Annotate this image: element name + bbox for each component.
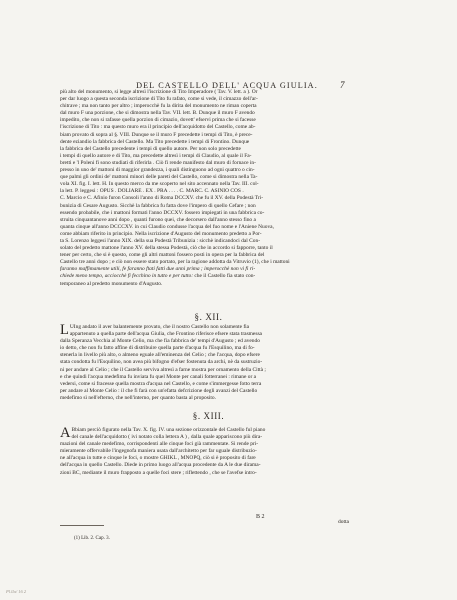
text-line: mieramente offervabile l'ingegnofa maniera usata dall'architetto per far uguale distribuzio- <box>60 448 257 455</box>
text-line: solato del predetto mattone l'anno XV. della stessa Podestà, ciò che in accordo si fapporre, tanto il <box>60 245 273 252</box>
text-line: appartenuto a quella parte dell'acqua Giulia, che Frontino riferisce efsere stata trasmessa <box>69 331 262 338</box>
text-line: Bbiam perciò figurato nella Tav. X. fig. IV. una sezione orizzontale del Castello ful piano <box>71 427 266 433</box>
text-line: come abbiam riferito in principio. Nella iscrizione d'Augusto del monumento predetto a Por- <box>60 230 262 237</box>
text-line: que palmi gli ordini de' mattoni minori delle pareti del Castello, come si dimostra nella Ta- <box>60 174 258 181</box>
paragraph-1 <box>60 89 357 288</box>
text-line: dente eziandio la fabbrica del Castello. Ma Tito precedette i tempi di Frontino. Dunque <box>60 138 250 145</box>
text-line: vola XI. fig. I. lett. H. In questo merco da me scoperto nel sito accennato nella Tav. III. col- <box>60 181 259 188</box>
text-line: zioni BC, mediante il muro frapposto a quelle foci stere ; riflettendo , che se l'avefse intro- <box>60 469 257 476</box>
signature-mark: B 2 <box>256 514 265 520</box>
section-13-title: §. XIII. <box>192 411 225 421</box>
text-line: dalla Speranza Vecchia al Monte Celio, ma che fia fabbrica de' tempi d'Augusto ; ed avendo <box>60 338 260 345</box>
page-number: 7 <box>340 80 345 90</box>
catchword: dotta <box>338 519 349 525</box>
text-line: io detto, che non fu fatto affine di distribuire quella parte d'acqua fu l'Esquilino, ma di fo- <box>60 345 255 352</box>
text-line: la lett. P. leggesi : OPUS . DOLIARE . EX . PRA . . . . C. MARC. C. ASINIO COS . <box>60 188 244 195</box>
text-line: medefimo sì nell'efterno, che nell'interno, per quanto basta al proposito. <box>60 394 216 401</box>
text-line: ne all'acqua in tutte e cinque le foci, o mostre GHIKL , MNOPQ, ciò si è proposito di fare <box>60 455 256 462</box>
text-line: per dar luogo a questa seconda iscrizione di Tito fu rafato, come si vede, il cimazzo dell'ar- <box>60 96 258 103</box>
text-line: chitrave ; ma non tanto per altro ; imperocchè fu la dirita del monumento ne riman coperta <box>60 103 257 110</box>
text-line: C. Marcio e C. Afinio furon Consoli l'anno di Roma DCCXV. che fu il XV. della Podestà Tri- <box>60 195 264 202</box>
quotation: chiede meno tempo, acciocchè fi fecchino in tutto e per tutto: <box>60 273 194 280</box>
text-line: UIng andato il aver balantemente provato, che il nostro Castello non solamente fia <box>69 324 250 330</box>
text-line: stata condotta fu l'Esquilino, non avea più bifogno d'efser fostenuta da archi, nè da sustruzio- <box>60 359 263 366</box>
text-line: per andare al Monte Celio : il che fi farà con un'efatta defcrizione degli avanzi del Castello <box>60 387 258 394</box>
text-line: dell'acqua in quello Castello. Diede in primo luogo all'acqua procedente da A le due dirama- <box>60 462 261 469</box>
text-line: struita cinquantanove anni dopo , quanti furono quei, che decorsero dall'anno stesso fino a <box>60 216 256 223</box>
drop-cap: A <box>60 425 71 441</box>
text-line: Castello tre anni dopo ; e ciò non essere stato portato, per la ragione addotta da Vitruvio (1), che i mattoni <box>60 259 290 266</box>
drop-cap: L <box>60 322 69 338</box>
text-line: bunizia di Cesare Augusto. Sicchè la fabbrica fu fatta dove l'impero di quello Cefare ; non <box>60 202 256 209</box>
section-12-title: §. XII. <box>194 312 223 322</box>
text-line: l'iscrizione di Tito : ma questo muro era il principio dell'acquidotto del Castello, come ab- <box>60 124 256 131</box>
text-line: biam provato di sopra al §. VIII. Dunque se il muro F precedette i tempi di Tito, è prece- <box>60 131 253 138</box>
paragraph-3 <box>60 427 357 477</box>
text-line: ni per andare al Celio ; che il Castello serviva altresì a farne mostra per ornamento della Città ; <box>60 366 266 373</box>
text-line: mazioni del canale medefimo, corrispondenti alle cinque foci già rammentate. Si rende pri- <box>60 441 259 448</box>
running-head: DEL CASTELLO DELL' ACQUA GIULIA. <box>136 81 318 90</box>
pencil-annotation: Pl.lla/ 16 2 <box>6 589 27 594</box>
text-line: del canale dell'acquidotto ( ivi notato colla lettera A ) , dalla quale appariscono più dira- <box>71 434 263 441</box>
text-line: e che quindi l'acqua medefima fu inviata fu quel Monte per canali fotterranei : rimane or a <box>60 373 257 380</box>
text-line: presso in uno de' mattoni di maggior grandezza, i quali distinguono ad ogni quattro o cin- <box>60 167 255 174</box>
text-line: la fabbrica del Castello precedente i tempi di quello autore. Per non solo precedette <box>60 145 241 152</box>
text-line: essendo probabile, che i mattoni formati l'anno DCCXV. fossero impiegati in una fabbrica co- <box>60 209 265 216</box>
text-line: vedersi, come si fracesse quella mostra d'acqua nel Castello, e come s'immergesse fotto terra <box>60 380 262 387</box>
text-line: bretti e 'l Poleni fi sono studiati di riferirla . Ciò fi rende manifesto dal muro di fornace in- <box>60 159 256 166</box>
text-line: impedito, che non si rafasse quella porzion di cimazio, dovett' efservi prima che si facesse <box>60 117 256 124</box>
text-line: temporaneo al predetto monumento d'Augusto. <box>60 280 163 287</box>
text-line: i tempi di quello autore e di Tito, ma precedette altresì i tempi di Claudio, al quale il Fa- <box>60 152 252 159</box>
text-line: stenerla in livello più alto, o almeno eguale all'eminenza del Celio ; che l'acqua, dopo efsere <box>60 352 260 359</box>
paragraph-2 <box>60 324 357 402</box>
text-line: tener per certo, che si è questo, come gli altri mattoni fossero posti in opera per la fabbrica del <box>60 252 265 259</box>
footnote: (1) Lib. 2. Cap. 3. <box>74 536 110 541</box>
text-line: ta S. Lorenzo leggesi l'anno XIX. della sua Podestà Tribunizia : sicchè indicandoci dal Con- <box>60 237 261 244</box>
text-line: dal muro F una porzione, che si dimostra nella Tav. VII. lett. B. Dunque il muro F avendo <box>60 110 255 117</box>
text-line: quanta cinque all'anno DCCCXV. in cui Claudio condusse l'acqua del fuo nome e l'Aniene Nuova, <box>60 223 274 230</box>
footnote-rule <box>60 525 104 526</box>
text-line <box>60 273 357 280</box>
text-line: più alto del monumento, si legge altresì l'iscrizione di Tito Imperadore ( Tav. V. lett. a ). Or <box>60 89 258 95</box>
text-line: faranno maffimamente utili, fe faranno ftati fatti due anni prima ; imperocchè non vi fi ri- <box>60 266 256 273</box>
text-fragment: che il Castello fia stato con- <box>193 273 256 280</box>
